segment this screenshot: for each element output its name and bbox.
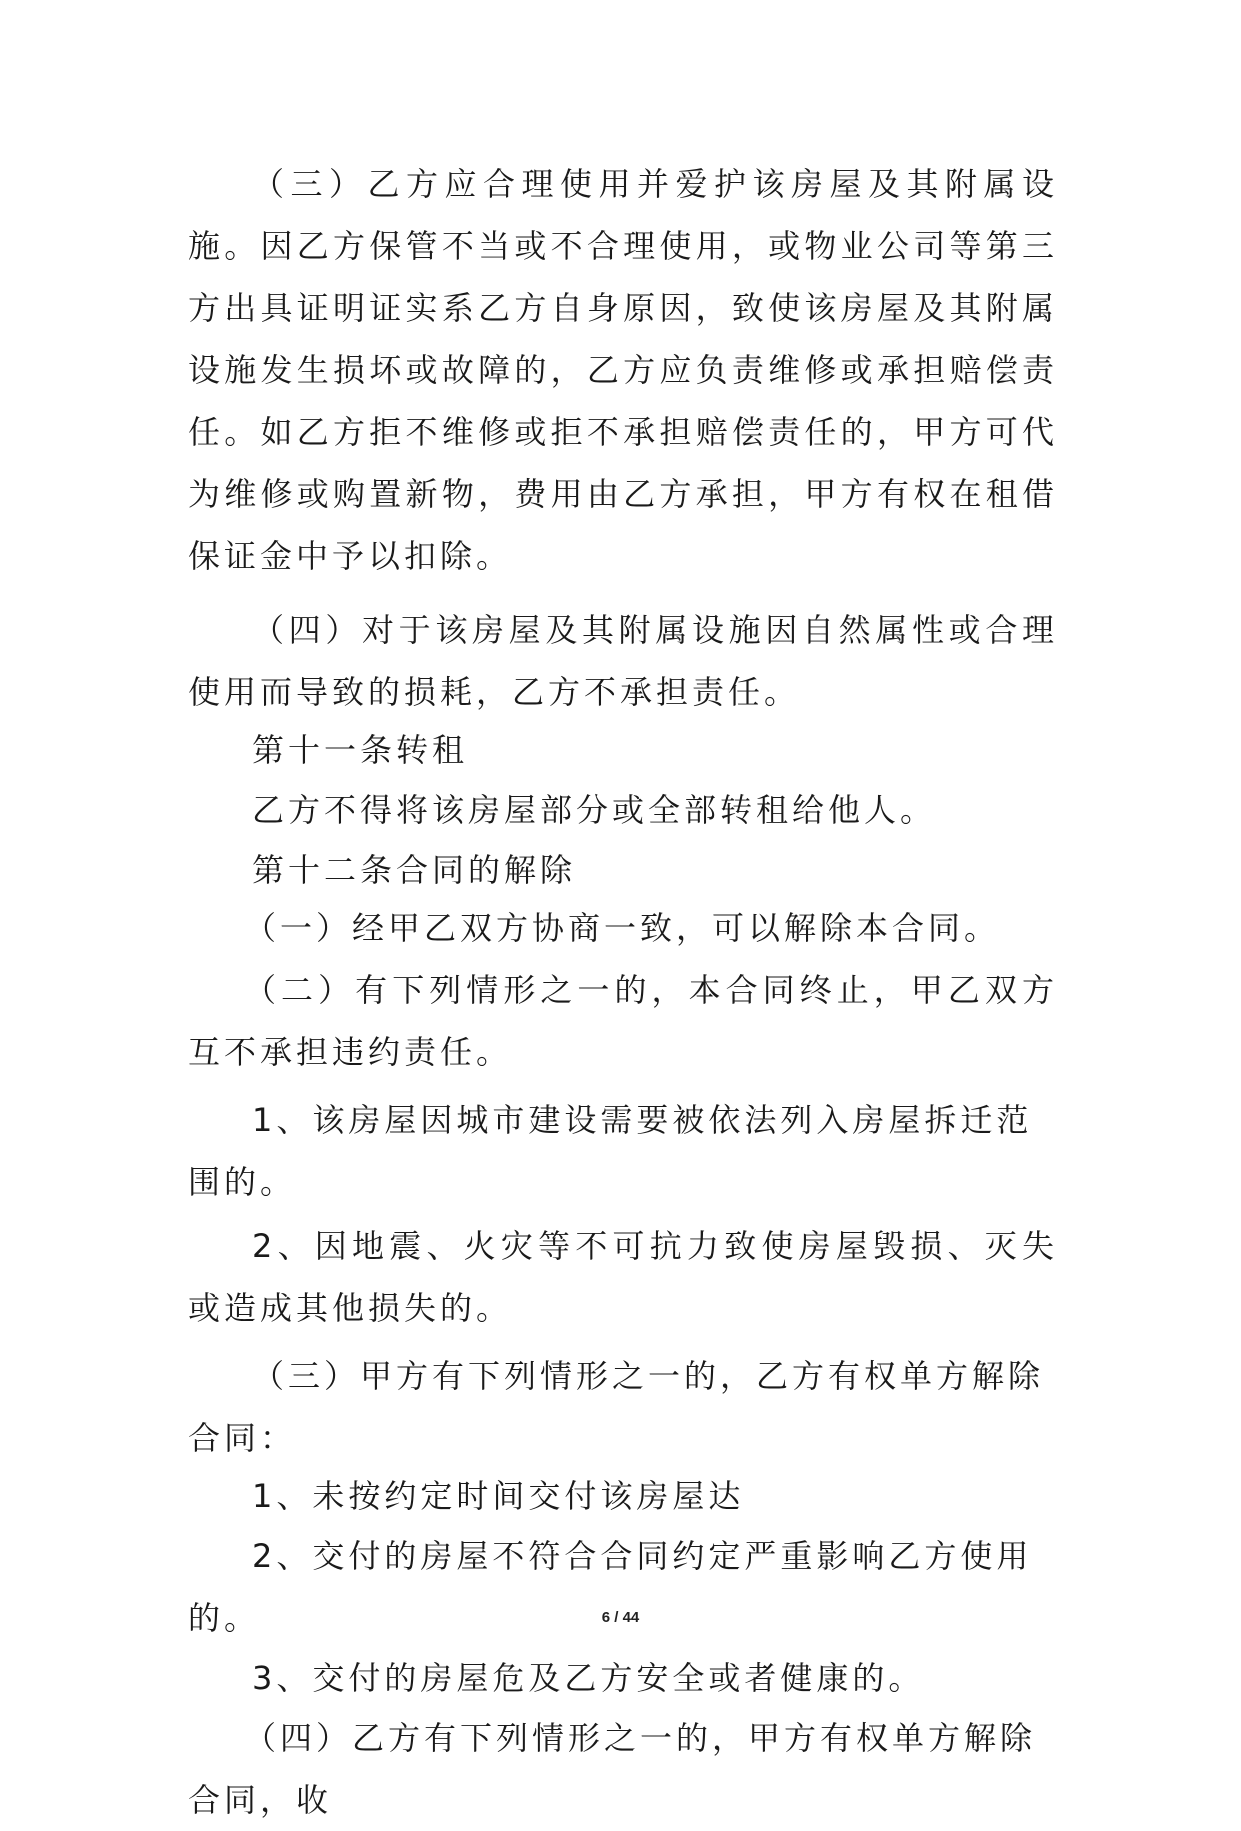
paragraph-sublease: 乙方不得将该房屋部分或全部转租给他人。 xyxy=(252,791,937,829)
list-item-nonconforming: 2、交付的房屋不符合合同约定严重影响乙方使用的。 xyxy=(188,1537,1033,1637)
article-12-heading: 第十二条合同的解除 xyxy=(252,851,577,889)
document-body xyxy=(188,153,1058,1831)
paragraph-termination-4: （四）乙方有下列情形之一的，甲方有权单方解除合同，收 xyxy=(188,1719,1037,1819)
list-item-force-majeure: 2、因地震、火灾等不可抗力致使房屋毁损、灭失或造成其他损失的。 xyxy=(188,1227,1058,1327)
paragraph-termination-2: （二）有下列情形之一的，本合同终止，甲乙双方互不承担违约责任。 xyxy=(188,971,1058,1071)
paragraph-termination-1: （一）经甲乙双方协商一致，可以解除本合同。 xyxy=(244,909,1001,947)
list-item-late-delivery: 1、未按约定时间交付该房屋达 xyxy=(252,1477,745,1515)
paragraph-termination-3: （三）甲方有下列情形之一的，乙方有权单方解除合同： xyxy=(188,1357,1045,1457)
paragraph-clause-3: （三）乙方应合理使用并爱护该房屋及其附属设施。因乙方保管不当或不合理使用，或物业公司等第三方出具证明证实系乙方自身原因，致使该房屋及其附属设施发生损坏或故障的，乙方应负责维修或承担赔偿责任。如乙方拒不维修或拒不承担赔偿责任的，甲方可代为维修或购置新物，费用由乙方承担，甲方有权在租借保证金中予以扣除。 xyxy=(188,165,1058,575)
list-item-demolition: 1、该房屋因城市建设需要被依法列入房屋拆迁范围的。 xyxy=(188,1101,1033,1201)
list-item-safety: 3、交付的房屋危及乙方安全或者健康的。 xyxy=(252,1659,925,1697)
article-11-heading: 第十一条转租 xyxy=(252,731,469,769)
paragraph-clause-4: （四）对于该房屋及其附属设施因自然属性或合理使用而导致的损耗，乙方不承担责任。 xyxy=(188,611,1058,711)
page-number: 6 / 44 xyxy=(601,1609,640,1626)
